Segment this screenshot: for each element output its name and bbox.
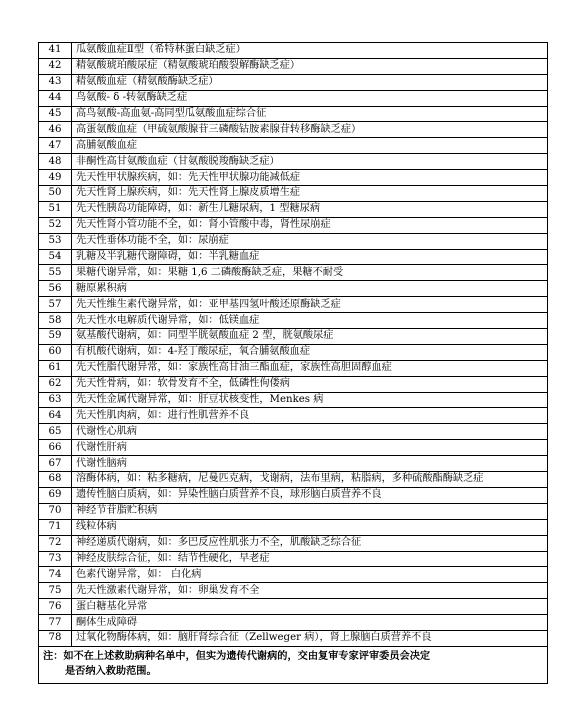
note-cell: [39, 646, 548, 683]
disease-table: [38, 42, 548, 684]
disease-name: 乳糖及半乳糖代谢障碍，如：半乳糖血症: [72, 249, 548, 265]
disease-name: 神经递质代谢病，如：多巴反应性肌张力不全，肌酸缺乏综合征: [72, 535, 548, 551]
disease-name: 酮体生成障碍: [72, 615, 548, 631]
table-row: [39, 249, 548, 265]
table-row: [39, 170, 548, 186]
disease-name: 高鸟氨酸-高血氨-高同型瓜氨酸血症综合征: [72, 106, 548, 122]
disease-name: 糖原累积病: [72, 281, 548, 297]
row-number: 66: [39, 440, 72, 456]
row-number: 75: [39, 583, 72, 599]
row-number: 59: [39, 329, 72, 345]
row-number: 48: [39, 154, 72, 170]
disease-name: 精氨酸血症（精氨酸酶缺乏症）: [72, 74, 548, 90]
disease-name: 神经皮肤综合征，如：结节性硬化，早老症: [72, 551, 548, 567]
disease-name: 先天性甲状腺疾病，如：先天性甲状腺功能减低症: [72, 170, 548, 186]
row-number: 76: [39, 599, 72, 615]
note-row: [39, 646, 548, 683]
table-row: [39, 567, 548, 583]
table-row: [39, 186, 548, 202]
row-number: 68: [39, 472, 72, 488]
disease-name: 有机酸代谢病，如：4-羟丁酸尿症，氧合脯氨酸血症: [72, 344, 548, 360]
disease-name: 神经节苷脂贮积病: [72, 503, 548, 519]
row-number: 69: [39, 487, 72, 503]
table-row: [39, 217, 548, 233]
table-row: [39, 201, 548, 217]
row-number: 73: [39, 551, 72, 567]
row-number: 50: [39, 186, 72, 202]
disease-name: 先天性胰岛功能障碍，如：新生儿糖尿病，1 型糖尿病: [72, 201, 548, 217]
row-number: 78: [39, 630, 72, 646]
row-number: 41: [39, 43, 72, 59]
table-row: [39, 43, 548, 59]
disease-name: 代谢性脑病: [72, 456, 548, 472]
table-row: [39, 472, 548, 488]
disease-name: 果糖代谢异常，如：果糖 1,6 二磷酸酶缺乏症，果糖不耐受: [72, 265, 548, 281]
table-row: [39, 456, 548, 472]
disease-name: 先天性金属代谢异常，如：肝豆状核变性，Menkes 病: [72, 392, 548, 408]
table-body: [39, 43, 548, 647]
table-row: [39, 329, 548, 345]
row-number: 62: [39, 376, 72, 392]
table-row: [39, 313, 548, 329]
row-number: 43: [39, 74, 72, 90]
disease-name: 先天性激素代谢异常，如：卵巢发育不全: [72, 583, 548, 599]
table-row: [39, 297, 548, 313]
note-line-2: 是否纳入救助范围。: [65, 664, 157, 677]
disease-name: 先天性维生素代谢异常，如：亚甲基四氢叶酸还原酶缺乏症: [72, 297, 548, 313]
row-number: 65: [39, 424, 72, 440]
row-number: 70: [39, 503, 72, 519]
table-row: [39, 551, 548, 567]
table-row: [39, 122, 548, 138]
row-number: 74: [39, 567, 72, 583]
table-row: [39, 583, 548, 599]
table-row: [39, 408, 548, 424]
disease-name: 非酮性高甘氨酸血症（甘氨酸脱羧酶缺乏症）: [72, 154, 548, 170]
table-row: [39, 154, 548, 170]
disease-name: 先天性水电解质代谢异常，如：低镁血症: [72, 313, 548, 329]
disease-name: 溶酶体病，如：粘多糖病，尼曼匹克病，戈谢病，法布里病，粘脂病，多种硫酸酯酶缺乏症: [72, 472, 548, 488]
row-number: 49: [39, 170, 72, 186]
table-row: [39, 376, 548, 392]
disease-name: 线粒体病: [72, 519, 548, 535]
table-row: [39, 344, 548, 360]
disease-name: 蛋白糖基化异常: [72, 599, 548, 615]
disease-name: 高脯氨酸血症: [72, 138, 548, 154]
table-row: [39, 360, 548, 376]
table-row: [39, 630, 548, 646]
row-number: 42: [39, 58, 72, 74]
row-number: 67: [39, 456, 72, 472]
table-row: [39, 281, 548, 297]
table-row: [39, 233, 548, 249]
disease-name: 先天性脂代谢异常，如：家族性高甘油三酯血症，家族性高胆固醇血症: [72, 360, 548, 376]
row-number: 58: [39, 313, 72, 329]
disease-name: 代谢性肝病: [72, 440, 548, 456]
row-number: 46: [39, 122, 72, 138]
disease-name: 先天性垂体功能不全，如：尿崩症: [72, 233, 548, 249]
table-row: [39, 535, 548, 551]
table-row: [39, 74, 548, 90]
table-row: [39, 519, 548, 535]
disease-name: 高蛋氨酸血症（甲硫氨酸腺苷三磷酸钴胺素腺苷转移酶缺乏症）: [72, 122, 548, 138]
note-prefix: 注：: [43, 649, 64, 662]
table-row: [39, 503, 548, 519]
table-row: [39, 440, 548, 456]
row-number: 55: [39, 265, 72, 281]
table-row: [39, 90, 548, 106]
row-number: 44: [39, 90, 72, 106]
row-number: 53: [39, 233, 72, 249]
disease-name: 代谢性心肌病: [72, 424, 548, 440]
row-number: 72: [39, 535, 72, 551]
disease-name: 先天性肾上腺疾病，如：先天性肾上腺皮质增生症: [72, 186, 548, 202]
row-number: 57: [39, 297, 72, 313]
row-number: 71: [39, 519, 72, 535]
row-number: 45: [39, 106, 72, 122]
row-number: 54: [39, 249, 72, 265]
row-number: 47: [39, 138, 72, 154]
disease-name: 鸟氨酸- δ -转氨酶缺乏症: [72, 90, 548, 106]
table-row: [39, 392, 548, 408]
table-row: [39, 424, 548, 440]
table-row: [39, 615, 548, 631]
disease-name: 色素代谢异常，如： 白化病: [72, 567, 548, 583]
disease-name: 遗传性脑白质病，如：异染性脑白质营养不良，球形脑白质营养不良: [72, 487, 548, 503]
row-number: 63: [39, 392, 72, 408]
disease-name: 先天性肾小管功能不全，如：肾小管酸中毒，肾性尿崩症: [72, 217, 548, 233]
row-number: 56: [39, 281, 72, 297]
disease-name: 瓜氨酸血症Ⅱ型（希特林蛋白缺乏症）: [72, 43, 548, 59]
disease-name: 先天性肌肉病，如：进行性肌营养不良: [72, 408, 548, 424]
row-number: 61: [39, 360, 72, 376]
table-row: [39, 487, 548, 503]
table-row: [39, 58, 548, 74]
row-number: 64: [39, 408, 72, 424]
row-number: 77: [39, 615, 72, 631]
table-row: [39, 138, 548, 154]
disease-name: 氨基酸代谢病，如：同型半胱氨酸血症 2 型，胱氨酸尿症: [72, 329, 548, 345]
row-number: 52: [39, 217, 72, 233]
disease-name: 先天性骨病，如：软骨发育不全，低磷性佝偻病: [72, 376, 548, 392]
row-number: 51: [39, 201, 72, 217]
disease-name: 过氧化物酶体病，如：脑肝肾综合征（Zellweger 病），肾上腺脑白质营养不良: [72, 630, 548, 646]
table-row: [39, 265, 548, 281]
note-line-1: 如不在上述救助病种名单中，但实为遗传代谢病的，交由复审专家评审委员会决定: [63, 649, 431, 662]
disease-name: 精氨酸琥珀酸尿症（精氨酸琥珀酸裂解酶缺乏症）: [72, 58, 548, 74]
table-row: [39, 599, 548, 615]
table-row: [39, 106, 548, 122]
row-number: 60: [39, 344, 72, 360]
